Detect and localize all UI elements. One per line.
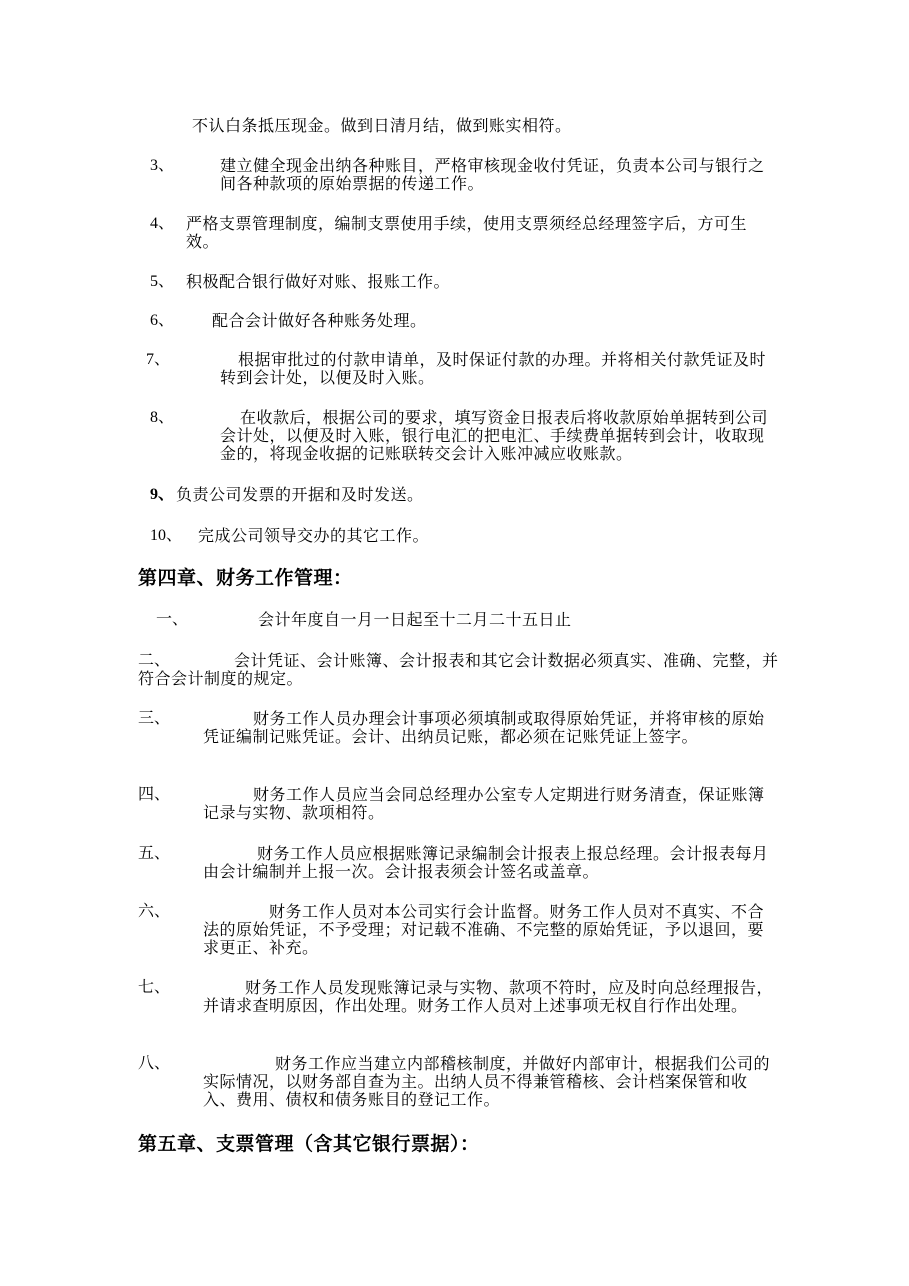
chapter-4-item-6-number: 六、 xyxy=(138,903,171,920)
item-7-number: 7、 xyxy=(146,351,171,368)
chapter-4-heading: 第四章、财务工作管理： xyxy=(138,567,353,589)
chapter-4-item-3-text: 财务工作人员办理会计事项必须填制或取得原始凭证，并将审核的原始凭证编制记账凭证。会计、出纳员记账，都必须在记账凭证上签字。 xyxy=(203,709,765,746)
item-6-number: 6、 xyxy=(150,312,175,329)
chapter-4-item-4-text: 财务工作人员应当会同总经理办公室专人定期进行财务清查，保证账簿记录与实物、款项相符。 xyxy=(203,785,765,822)
item-5-text: 积极配合银行做好对账、报账工作。 xyxy=(186,272,451,291)
item-9-text: 负责公司发票的开据和及时发送。 xyxy=(176,485,424,504)
item-7-text: 根据审批过的付款申请单，及时保证付款的办理。并将相关付款凭证及时转到会计处，以便及时入账。 xyxy=(220,350,767,387)
continuation-line: 不认白条抵压现金。做到日清月结，做到账实相符。 xyxy=(192,116,572,135)
chapter-4-item-2-text: 会计凭证、会计账簿、会计报表和其它会计数据必须真实、准确、完整，并符合会计制度的规定。 xyxy=(138,651,779,688)
chapter-4-item-1-number: 一、 xyxy=(156,611,189,628)
item-4-text xyxy=(186,215,776,251)
item-3-number: 3、 xyxy=(150,157,175,174)
chapter-4-item-6-text: 财务工作人员对本公司实行会计监督。财务工作人员对不真实、不合法的原始凭证，不予受理；对记载不准确、不完整的原始凭证，予以退回，要求更正、补充。 xyxy=(203,902,765,957)
item-4-text-content: 严格支票管理制度，编制支票使用手续，使用支票须经总经理签字后，方可生效。 xyxy=(186,214,748,251)
item-4-number: 4、 xyxy=(150,215,175,232)
chapter-4-item-4-number: 四、 xyxy=(138,786,171,803)
chapter-5-heading: 第五章、支票管理（含其它银行票据）： xyxy=(138,1133,480,1155)
chapter-4-item-5-number: 五、 xyxy=(138,845,171,862)
chapter-4-item-5-text: 财务工作人员应根据账簿记录编制会计报表上报总经理。会计报表每月由会计编制并上报一次。会计报表须会计签名或盖章。 xyxy=(203,844,769,881)
chapter-4-item-8-number: 八、 xyxy=(138,1055,171,1072)
chapter-4-item-8-text: 财务工作应当建立内部稽核制度，并做好内部审计，根据我们公司的实际情况，以财务部自查为主。出纳人员不得兼管稽核、会计档案保管和收入、费用、债权和债务账目的登记工作。 xyxy=(203,1054,771,1109)
chapter-4-item-7-number: 七、 xyxy=(138,979,171,996)
chapter-4-item-2-number: 二、 xyxy=(138,652,171,669)
item-8-number: 8、 xyxy=(150,409,175,426)
chapter-4-item-1-text: 会计年度自一月一日起至十二月二十五日止 xyxy=(258,610,572,629)
item-10-number: 10、 xyxy=(150,527,183,544)
item-9-number: 9、 xyxy=(150,486,175,503)
item-3-text: 建立健全现金出纳各种账目，严格审核现金收付凭证，负责本公司与银行之间各种款项的原始票据的传递工作。 xyxy=(220,156,765,193)
item-5-number: 5、 xyxy=(150,273,175,290)
item-8-text: 在收款后，根据公司的要求，填写资金日报表后将收款原始单据转到公司会计处，以便及时入账，银行电汇的把电汇、手续费单据转到会计，收取现金的，将现金收据的记账联转交会计入账冲减应收账款。 xyxy=(220,408,769,463)
chapter-4-item-7-text: 财务工作人员发现账簿记录与实物、款项不符时，应及时向总经理报告，并请求查明原因，作出处理。财务工作人员对上述事项无权自行作出处理。 xyxy=(203,978,774,1015)
item-10-text: 完成公司领导交办的其它工作。 xyxy=(198,526,430,545)
item-6-text: 配合会计做好各种账务处理。 xyxy=(212,311,427,330)
chapter-4-item-3-number: 三、 xyxy=(138,710,171,727)
